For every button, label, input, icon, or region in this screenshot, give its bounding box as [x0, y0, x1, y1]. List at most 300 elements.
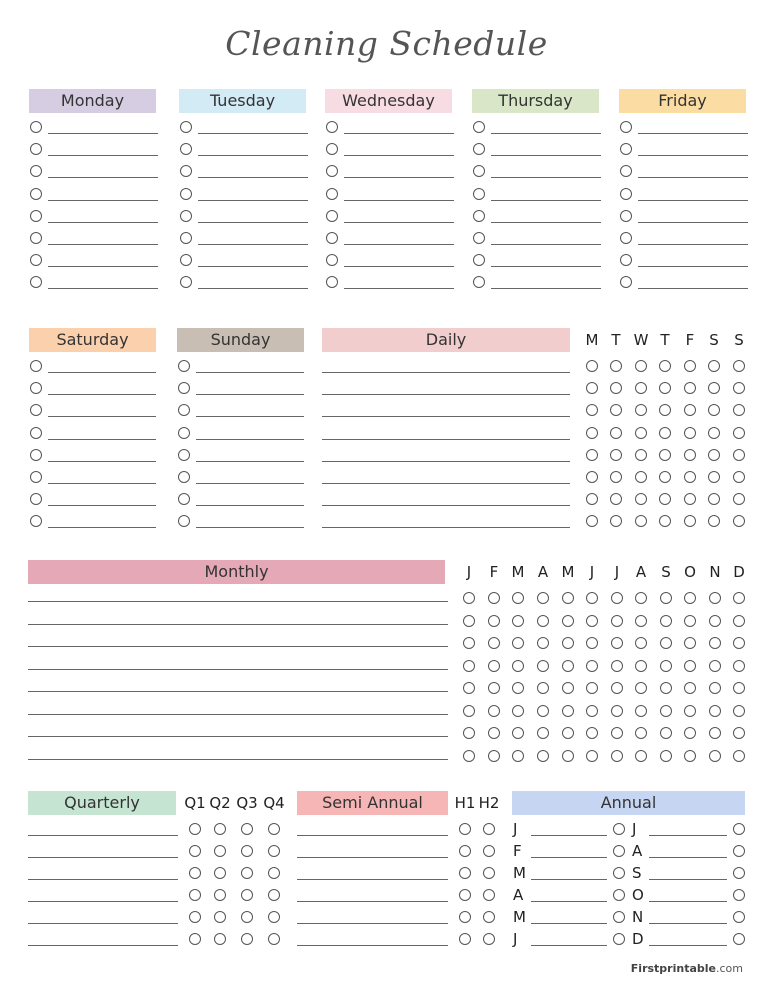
- weekday-checkbox[interactable]: [733, 471, 745, 483]
- weekday-checkbox[interactable]: [659, 427, 671, 439]
- task-line[interactable]: [491, 155, 601, 156]
- annual-task-line[interactable]: [649, 945, 727, 946]
- weekday-checkbox[interactable]: [610, 382, 622, 394]
- month-checkbox[interactable]: [512, 592, 524, 604]
- month-checkbox[interactable]: [463, 615, 475, 627]
- weekday-checkbox[interactable]: [659, 471, 671, 483]
- monthly-task-line[interactable]: [28, 714, 448, 715]
- task-checkbox[interactable]: [326, 143, 338, 155]
- month-checkbox[interactable]: [684, 637, 696, 649]
- month-checkbox[interactable]: [463, 660, 475, 672]
- month-checkbox[interactable]: [635, 750, 647, 762]
- task-checkbox[interactable]: [473, 121, 485, 133]
- annual-task-line[interactable]: [531, 879, 607, 880]
- month-checkbox[interactable]: [709, 615, 721, 627]
- task-line[interactable]: [344, 177, 454, 178]
- quarter-checkbox[interactable]: [189, 845, 201, 857]
- month-checkbox[interactable]: [562, 682, 574, 694]
- task-checkbox[interactable]: [620, 254, 632, 266]
- quarter-checkbox[interactable]: [214, 845, 226, 857]
- task-checkbox[interactable]: [326, 276, 338, 288]
- weekday-checkbox[interactable]: [659, 382, 671, 394]
- month-checkbox[interactable]: [611, 705, 623, 717]
- month-checkbox[interactable]: [562, 660, 574, 672]
- task-line[interactable]: [198, 266, 308, 267]
- task-checkbox[interactable]: [30, 427, 42, 439]
- task-checkbox[interactable]: [180, 232, 192, 244]
- task-line[interactable]: [198, 133, 308, 134]
- quarter-checkbox[interactable]: [268, 911, 280, 923]
- task-checkbox[interactable]: [620, 143, 632, 155]
- task-line[interactable]: [638, 266, 748, 267]
- annual-checkbox[interactable]: [733, 823, 745, 835]
- daily-task-line[interactable]: [322, 394, 570, 395]
- month-checkbox[interactable]: [660, 615, 672, 627]
- annual-checkbox[interactable]: [613, 933, 625, 945]
- month-checkbox[interactable]: [537, 750, 549, 762]
- month-checkbox[interactable]: [611, 660, 623, 672]
- daily-task-line[interactable]: [322, 505, 570, 506]
- annual-checkbox[interactable]: [613, 911, 625, 923]
- month-checkbox[interactable]: [512, 750, 524, 762]
- month-checkbox[interactable]: [586, 727, 598, 739]
- month-checkbox[interactable]: [684, 750, 696, 762]
- month-checkbox[interactable]: [709, 592, 721, 604]
- task-line[interactable]: [48, 505, 156, 506]
- month-checkbox[interactable]: [684, 660, 696, 672]
- semi-annual-task-line[interactable]: [297, 901, 448, 902]
- quarter-checkbox[interactable]: [268, 823, 280, 835]
- month-checkbox[interactable]: [709, 750, 721, 762]
- weekday-checkbox[interactable]: [610, 493, 622, 505]
- month-checkbox[interactable]: [709, 637, 721, 649]
- semi-annual-task-line[interactable]: [297, 835, 448, 836]
- annual-task-line[interactable]: [649, 901, 727, 902]
- month-checkbox[interactable]: [709, 660, 721, 672]
- task-checkbox[interactable]: [30, 232, 42, 244]
- month-checkbox[interactable]: [463, 750, 475, 762]
- weekday-checkbox[interactable]: [586, 449, 598, 461]
- month-checkbox[interactable]: [635, 727, 647, 739]
- month-checkbox[interactable]: [586, 660, 598, 672]
- quarter-checkbox[interactable]: [268, 889, 280, 901]
- weekday-checkbox[interactable]: [635, 382, 647, 394]
- task-checkbox[interactable]: [178, 427, 190, 439]
- task-line[interactable]: [638, 288, 748, 289]
- task-line[interactable]: [196, 416, 304, 417]
- month-checkbox[interactable]: [488, 660, 500, 672]
- quarter-checkbox[interactable]: [214, 867, 226, 879]
- task-line[interactable]: [198, 288, 308, 289]
- task-line[interactable]: [48, 200, 158, 201]
- weekday-checkbox[interactable]: [708, 382, 720, 394]
- task-line[interactable]: [48, 177, 158, 178]
- quarter-checkbox[interactable]: [241, 867, 253, 879]
- half-checkbox[interactable]: [483, 933, 495, 945]
- task-checkbox[interactable]: [30, 188, 42, 200]
- task-checkbox[interactable]: [180, 188, 192, 200]
- task-line[interactable]: [344, 244, 454, 245]
- task-checkbox[interactable]: [178, 404, 190, 416]
- task-line[interactable]: [638, 177, 748, 178]
- task-checkbox[interactable]: [30, 449, 42, 461]
- task-line[interactable]: [48, 483, 156, 484]
- month-checkbox[interactable]: [562, 705, 574, 717]
- task-line[interactable]: [198, 222, 308, 223]
- quarter-checkbox[interactable]: [241, 911, 253, 923]
- month-checkbox[interactable]: [512, 637, 524, 649]
- annual-task-line[interactable]: [649, 857, 727, 858]
- task-line[interactable]: [48, 222, 158, 223]
- task-line[interactable]: [196, 527, 304, 528]
- weekday-checkbox[interactable]: [659, 449, 671, 461]
- month-checkbox[interactable]: [733, 660, 745, 672]
- weekday-checkbox[interactable]: [733, 427, 745, 439]
- weekday-checkbox[interactable]: [586, 404, 598, 416]
- month-checkbox[interactable]: [660, 637, 672, 649]
- task-checkbox[interactable]: [178, 360, 190, 372]
- task-checkbox[interactable]: [30, 360, 42, 372]
- task-checkbox[interactable]: [473, 254, 485, 266]
- month-checkbox[interactable]: [586, 592, 598, 604]
- task-line[interactable]: [48, 244, 158, 245]
- quarter-checkbox[interactable]: [214, 933, 226, 945]
- semi-annual-task-line[interactable]: [297, 857, 448, 858]
- monthly-task-line[interactable]: [28, 759, 448, 760]
- half-checkbox[interactable]: [483, 845, 495, 857]
- quarter-checkbox[interactable]: [189, 823, 201, 835]
- weekday-checkbox[interactable]: [684, 449, 696, 461]
- quarter-checkbox[interactable]: [241, 889, 253, 901]
- task-checkbox[interactable]: [178, 471, 190, 483]
- task-checkbox[interactable]: [180, 121, 192, 133]
- annual-checkbox[interactable]: [613, 845, 625, 857]
- quarterly-task-line[interactable]: [28, 923, 178, 924]
- weekday-checkbox[interactable]: [610, 515, 622, 527]
- annual-task-line[interactable]: [531, 901, 607, 902]
- task-line[interactable]: [198, 155, 308, 156]
- quarter-checkbox[interactable]: [189, 911, 201, 923]
- month-checkbox[interactable]: [709, 727, 721, 739]
- month-checkbox[interactable]: [733, 592, 745, 604]
- month-checkbox[interactable]: [635, 615, 647, 627]
- task-line[interactable]: [491, 288, 601, 289]
- month-checkbox[interactable]: [512, 727, 524, 739]
- task-checkbox[interactable]: [178, 515, 190, 527]
- half-checkbox[interactable]: [459, 823, 471, 835]
- weekday-checkbox[interactable]: [708, 427, 720, 439]
- annual-task-line[interactable]: [531, 945, 607, 946]
- quarter-checkbox[interactable]: [268, 845, 280, 857]
- task-line[interactable]: [48, 461, 156, 462]
- half-checkbox[interactable]: [459, 867, 471, 879]
- task-checkbox[interactable]: [30, 121, 42, 133]
- quarter-checkbox[interactable]: [189, 867, 201, 879]
- month-checkbox[interactable]: [512, 615, 524, 627]
- weekday-checkbox[interactable]: [733, 404, 745, 416]
- half-checkbox[interactable]: [483, 889, 495, 901]
- half-checkbox[interactable]: [459, 933, 471, 945]
- task-checkbox[interactable]: [326, 165, 338, 177]
- annual-task-line[interactable]: [649, 835, 727, 836]
- task-line[interactable]: [344, 155, 454, 156]
- daily-task-line[interactable]: [322, 372, 570, 373]
- weekday-checkbox[interactable]: [610, 471, 622, 483]
- month-checkbox[interactable]: [463, 592, 475, 604]
- task-line[interactable]: [344, 222, 454, 223]
- weekday-checkbox[interactable]: [733, 382, 745, 394]
- task-checkbox[interactable]: [30, 471, 42, 483]
- monthly-task-line[interactable]: [28, 601, 448, 602]
- month-checkbox[interactable]: [488, 682, 500, 694]
- task-line[interactable]: [196, 394, 304, 395]
- task-line[interactable]: [48, 439, 156, 440]
- task-checkbox[interactable]: [30, 493, 42, 505]
- quarterly-task-line[interactable]: [28, 945, 178, 946]
- weekday-checkbox[interactable]: [684, 360, 696, 372]
- month-checkbox[interactable]: [488, 727, 500, 739]
- month-checkbox[interactable]: [709, 705, 721, 717]
- month-checkbox[interactable]: [733, 637, 745, 649]
- month-checkbox[interactable]: [562, 637, 574, 649]
- weekday-checkbox[interactable]: [610, 449, 622, 461]
- half-checkbox[interactable]: [483, 823, 495, 835]
- weekday-checkbox[interactable]: [635, 493, 647, 505]
- task-line[interactable]: [344, 288, 454, 289]
- task-line[interactable]: [491, 200, 601, 201]
- task-checkbox[interactable]: [326, 121, 338, 133]
- quarter-checkbox[interactable]: [214, 911, 226, 923]
- annual-checkbox[interactable]: [733, 911, 745, 923]
- month-checkbox[interactable]: [611, 637, 623, 649]
- quarter-checkbox[interactable]: [214, 889, 226, 901]
- month-checkbox[interactable]: [660, 750, 672, 762]
- task-checkbox[interactable]: [180, 210, 192, 222]
- weekday-checkbox[interactable]: [684, 493, 696, 505]
- task-checkbox[interactable]: [178, 382, 190, 394]
- daily-task-line[interactable]: [322, 461, 570, 462]
- task-checkbox[interactable]: [30, 404, 42, 416]
- task-line[interactable]: [344, 266, 454, 267]
- task-line[interactable]: [491, 266, 601, 267]
- weekday-checkbox[interactable]: [635, 515, 647, 527]
- month-checkbox[interactable]: [684, 705, 696, 717]
- weekday-checkbox[interactable]: [586, 382, 598, 394]
- task-line[interactable]: [196, 439, 304, 440]
- weekday-checkbox[interactable]: [708, 515, 720, 527]
- semi-annual-task-line[interactable]: [297, 945, 448, 946]
- month-checkbox[interactable]: [635, 637, 647, 649]
- weekday-checkbox[interactable]: [635, 427, 647, 439]
- month-checkbox[interactable]: [537, 682, 549, 694]
- quarter-checkbox[interactable]: [189, 933, 201, 945]
- task-checkbox[interactable]: [180, 254, 192, 266]
- quarterly-task-line[interactable]: [28, 879, 178, 880]
- month-checkbox[interactable]: [537, 705, 549, 717]
- weekday-checkbox[interactable]: [610, 404, 622, 416]
- quarter-checkbox[interactable]: [268, 933, 280, 945]
- month-checkbox[interactable]: [512, 682, 524, 694]
- month-checkbox[interactable]: [660, 682, 672, 694]
- task-checkbox[interactable]: [180, 276, 192, 288]
- weekday-checkbox[interactable]: [586, 471, 598, 483]
- weekday-checkbox[interactable]: [659, 360, 671, 372]
- month-checkbox[interactable]: [537, 637, 549, 649]
- month-checkbox[interactable]: [562, 615, 574, 627]
- month-checkbox[interactable]: [586, 615, 598, 627]
- annual-checkbox[interactable]: [733, 889, 745, 901]
- half-checkbox[interactable]: [483, 867, 495, 879]
- weekday-checkbox[interactable]: [708, 360, 720, 372]
- task-checkbox[interactable]: [473, 143, 485, 155]
- annual-task-line[interactable]: [531, 923, 607, 924]
- month-checkbox[interactable]: [488, 615, 500, 627]
- month-checkbox[interactable]: [463, 682, 475, 694]
- month-checkbox[interactable]: [733, 727, 745, 739]
- task-line[interactable]: [196, 483, 304, 484]
- month-checkbox[interactable]: [635, 660, 647, 672]
- task-line[interactable]: [198, 177, 308, 178]
- monthly-task-line[interactable]: [28, 624, 448, 625]
- month-checkbox[interactable]: [537, 615, 549, 627]
- task-line[interactable]: [344, 133, 454, 134]
- task-checkbox[interactable]: [178, 493, 190, 505]
- weekday-checkbox[interactable]: [659, 515, 671, 527]
- weekday-checkbox[interactable]: [733, 449, 745, 461]
- task-line[interactable]: [638, 200, 748, 201]
- weekday-checkbox[interactable]: [635, 360, 647, 372]
- task-line[interactable]: [491, 177, 601, 178]
- month-checkbox[interactable]: [684, 592, 696, 604]
- weekday-checkbox[interactable]: [733, 360, 745, 372]
- task-checkbox[interactable]: [180, 143, 192, 155]
- weekday-checkbox[interactable]: [659, 404, 671, 416]
- month-checkbox[interactable]: [733, 615, 745, 627]
- task-line[interactable]: [638, 155, 748, 156]
- month-checkbox[interactable]: [733, 750, 745, 762]
- month-checkbox[interactable]: [684, 727, 696, 739]
- quarter-checkbox[interactable]: [241, 933, 253, 945]
- task-line[interactable]: [491, 222, 601, 223]
- monthly-task-line[interactable]: [28, 691, 448, 692]
- task-line[interactable]: [196, 461, 304, 462]
- annual-checkbox[interactable]: [733, 845, 745, 857]
- month-checkbox[interactable]: [611, 750, 623, 762]
- task-checkbox[interactable]: [326, 210, 338, 222]
- month-checkbox[interactable]: [611, 592, 623, 604]
- annual-task-line[interactable]: [649, 923, 727, 924]
- month-checkbox[interactable]: [562, 727, 574, 739]
- weekday-checkbox[interactable]: [659, 493, 671, 505]
- month-checkbox[interactable]: [463, 705, 475, 717]
- task-checkbox[interactable]: [326, 232, 338, 244]
- task-line[interactable]: [48, 288, 158, 289]
- task-line[interactable]: [48, 266, 158, 267]
- task-checkbox[interactable]: [30, 210, 42, 222]
- weekday-checkbox[interactable]: [684, 382, 696, 394]
- month-checkbox[interactable]: [733, 705, 745, 717]
- month-checkbox[interactable]: [488, 592, 500, 604]
- month-checkbox[interactable]: [488, 637, 500, 649]
- task-line[interactable]: [638, 244, 748, 245]
- month-checkbox[interactable]: [463, 637, 475, 649]
- task-line[interactable]: [491, 133, 601, 134]
- month-checkbox[interactable]: [635, 592, 647, 604]
- month-checkbox[interactable]: [537, 660, 549, 672]
- task-line[interactable]: [48, 155, 158, 156]
- quarter-checkbox[interactable]: [241, 845, 253, 857]
- task-checkbox[interactable]: [30, 515, 42, 527]
- weekday-checkbox[interactable]: [610, 360, 622, 372]
- weekday-checkbox[interactable]: [586, 427, 598, 439]
- quarterly-task-line[interactable]: [28, 857, 178, 858]
- weekday-checkbox[interactable]: [733, 515, 745, 527]
- month-checkbox[interactable]: [512, 705, 524, 717]
- task-checkbox[interactable]: [620, 210, 632, 222]
- month-checkbox[interactable]: [488, 705, 500, 717]
- annual-task-line[interactable]: [531, 835, 607, 836]
- half-checkbox[interactable]: [459, 889, 471, 901]
- annual-checkbox[interactable]: [613, 867, 625, 879]
- task-checkbox[interactable]: [620, 276, 632, 288]
- quarter-checkbox[interactable]: [214, 823, 226, 835]
- semi-annual-task-line[interactable]: [297, 879, 448, 880]
- weekday-checkbox[interactable]: [684, 471, 696, 483]
- annual-checkbox[interactable]: [733, 933, 745, 945]
- task-line[interactable]: [48, 527, 156, 528]
- month-checkbox[interactable]: [733, 682, 745, 694]
- weekday-checkbox[interactable]: [586, 493, 598, 505]
- half-checkbox[interactable]: [459, 845, 471, 857]
- task-line[interactable]: [198, 244, 308, 245]
- quarterly-task-line[interactable]: [28, 835, 178, 836]
- annual-task-line[interactable]: [649, 879, 727, 880]
- task-checkbox[interactable]: [473, 165, 485, 177]
- weekday-checkbox[interactable]: [708, 471, 720, 483]
- weekday-checkbox[interactable]: [733, 493, 745, 505]
- task-checkbox[interactable]: [473, 276, 485, 288]
- task-checkbox[interactable]: [30, 254, 42, 266]
- month-checkbox[interactable]: [586, 637, 598, 649]
- month-checkbox[interactable]: [684, 615, 696, 627]
- task-checkbox[interactable]: [620, 188, 632, 200]
- weekday-checkbox[interactable]: [586, 360, 598, 372]
- month-checkbox[interactable]: [684, 682, 696, 694]
- weekday-checkbox[interactable]: [635, 471, 647, 483]
- weekday-checkbox[interactable]: [684, 427, 696, 439]
- daily-task-line[interactable]: [322, 416, 570, 417]
- task-checkbox[interactable]: [620, 121, 632, 133]
- annual-checkbox[interactable]: [613, 823, 625, 835]
- month-checkbox[interactable]: [660, 727, 672, 739]
- task-checkbox[interactable]: [620, 232, 632, 244]
- annual-task-line[interactable]: [531, 857, 607, 858]
- weekday-checkbox[interactable]: [635, 404, 647, 416]
- weekday-checkbox[interactable]: [708, 449, 720, 461]
- month-checkbox[interactable]: [586, 750, 598, 762]
- weekday-checkbox[interactable]: [586, 515, 598, 527]
- month-checkbox[interactable]: [463, 727, 475, 739]
- month-checkbox[interactable]: [586, 705, 598, 717]
- quarter-checkbox[interactable]: [241, 823, 253, 835]
- task-checkbox[interactable]: [473, 188, 485, 200]
- task-checkbox[interactable]: [473, 232, 485, 244]
- task-checkbox[interactable]: [620, 165, 632, 177]
- quarterly-task-line[interactable]: [28, 901, 178, 902]
- task-checkbox[interactable]: [30, 276, 42, 288]
- month-checkbox[interactable]: [562, 750, 574, 762]
- task-checkbox[interactable]: [178, 449, 190, 461]
